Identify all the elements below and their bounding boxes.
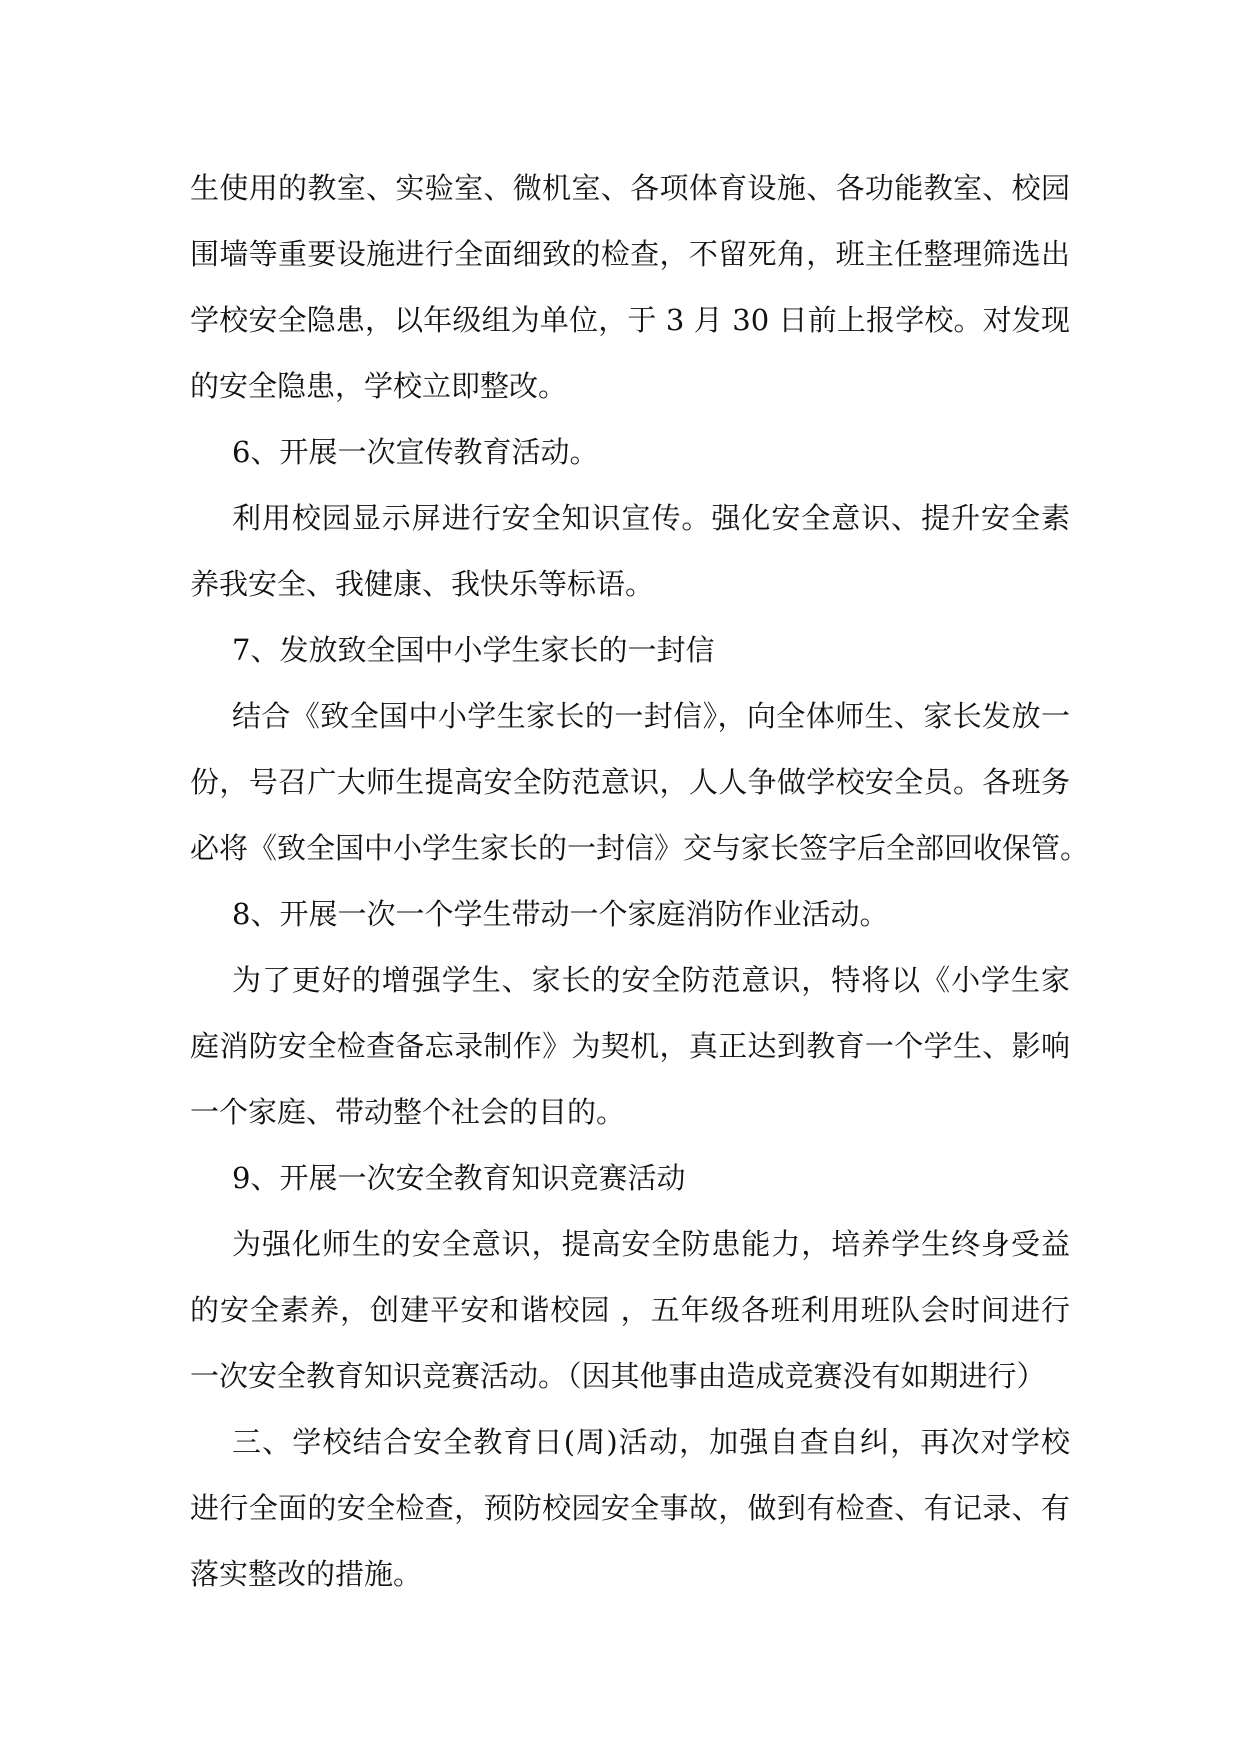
text-line: 养我安全、我健康、我快乐等标语。 xyxy=(190,567,655,601)
document-body xyxy=(190,155,1090,1607)
text-line: 结合《致全国中小学生家长的一封信》，向全体师生、家长发放一 xyxy=(232,699,1070,733)
text-line: 份，号召广大师生提高安全防范意识，人人争做学校安全员。各班务 xyxy=(190,765,1070,799)
text-line: 一次安全教育知识竞赛活动。（因其他事由造成竞赛没有如期进行） xyxy=(190,1359,1046,1393)
section-heading: 8、开展一次一个学生带动一个家庭消防作业活动。 xyxy=(232,897,889,931)
text-line: 必将《致全国中小学生家长的一封信》交与家长签字后全部回收保管。 xyxy=(190,831,1090,865)
text-line: 学校安全隐患，以年级组为单位，于 3 月 30 日前上报学校。对发现 xyxy=(190,303,1070,337)
text-line: 进行全面的安全检查，预防校园安全事故，做到有检查、有记录、有 xyxy=(190,1491,1070,1525)
text-line: 生使用的教室、实验室、微机室、各项体育设施、各功能教室、校园 xyxy=(190,171,1070,205)
text-line: 围墙等重要设施进行全面细致的检查，不留死角，班主任整理筛选出 xyxy=(190,237,1070,271)
text-line: 庭消防安全检查备忘录制作》为契机，真正达到教育一个学生、影响 xyxy=(190,1029,1070,1063)
text-line: 三、学校结合安全教育日(周)活动，加强自查自纠，再次对学校 xyxy=(232,1425,1070,1459)
text-line: 为强化师生的安全意识，提高安全防患能力，培养学生终身受益 xyxy=(232,1227,1070,1261)
text-line: 利用校园显示屏进行安全知识宣传。强化安全意识、提升安全素 xyxy=(232,501,1070,535)
section-heading: 6、开展一次宣传教育活动。 xyxy=(232,435,599,469)
text-line: 的安全素养，创建平安和谐校园 ，五年级各班利用班队会时间进行 xyxy=(190,1293,1070,1327)
text-line: 一个家庭、带动整个社会的目的。 xyxy=(190,1095,626,1129)
section-heading: 7、发放致全国中小学生家长的一封信 xyxy=(232,633,715,667)
text-line: 的安全隐患，学校立即整改。 xyxy=(190,369,568,403)
section-heading: 9、开展一次安全教育知识竞赛活动 xyxy=(232,1161,686,1195)
text-line: 落实整改的措施。 xyxy=(190,1557,423,1591)
text-line: 为了更好的增强学生、家长的安全防范意识，特将以《小学生家 xyxy=(232,963,1070,997)
